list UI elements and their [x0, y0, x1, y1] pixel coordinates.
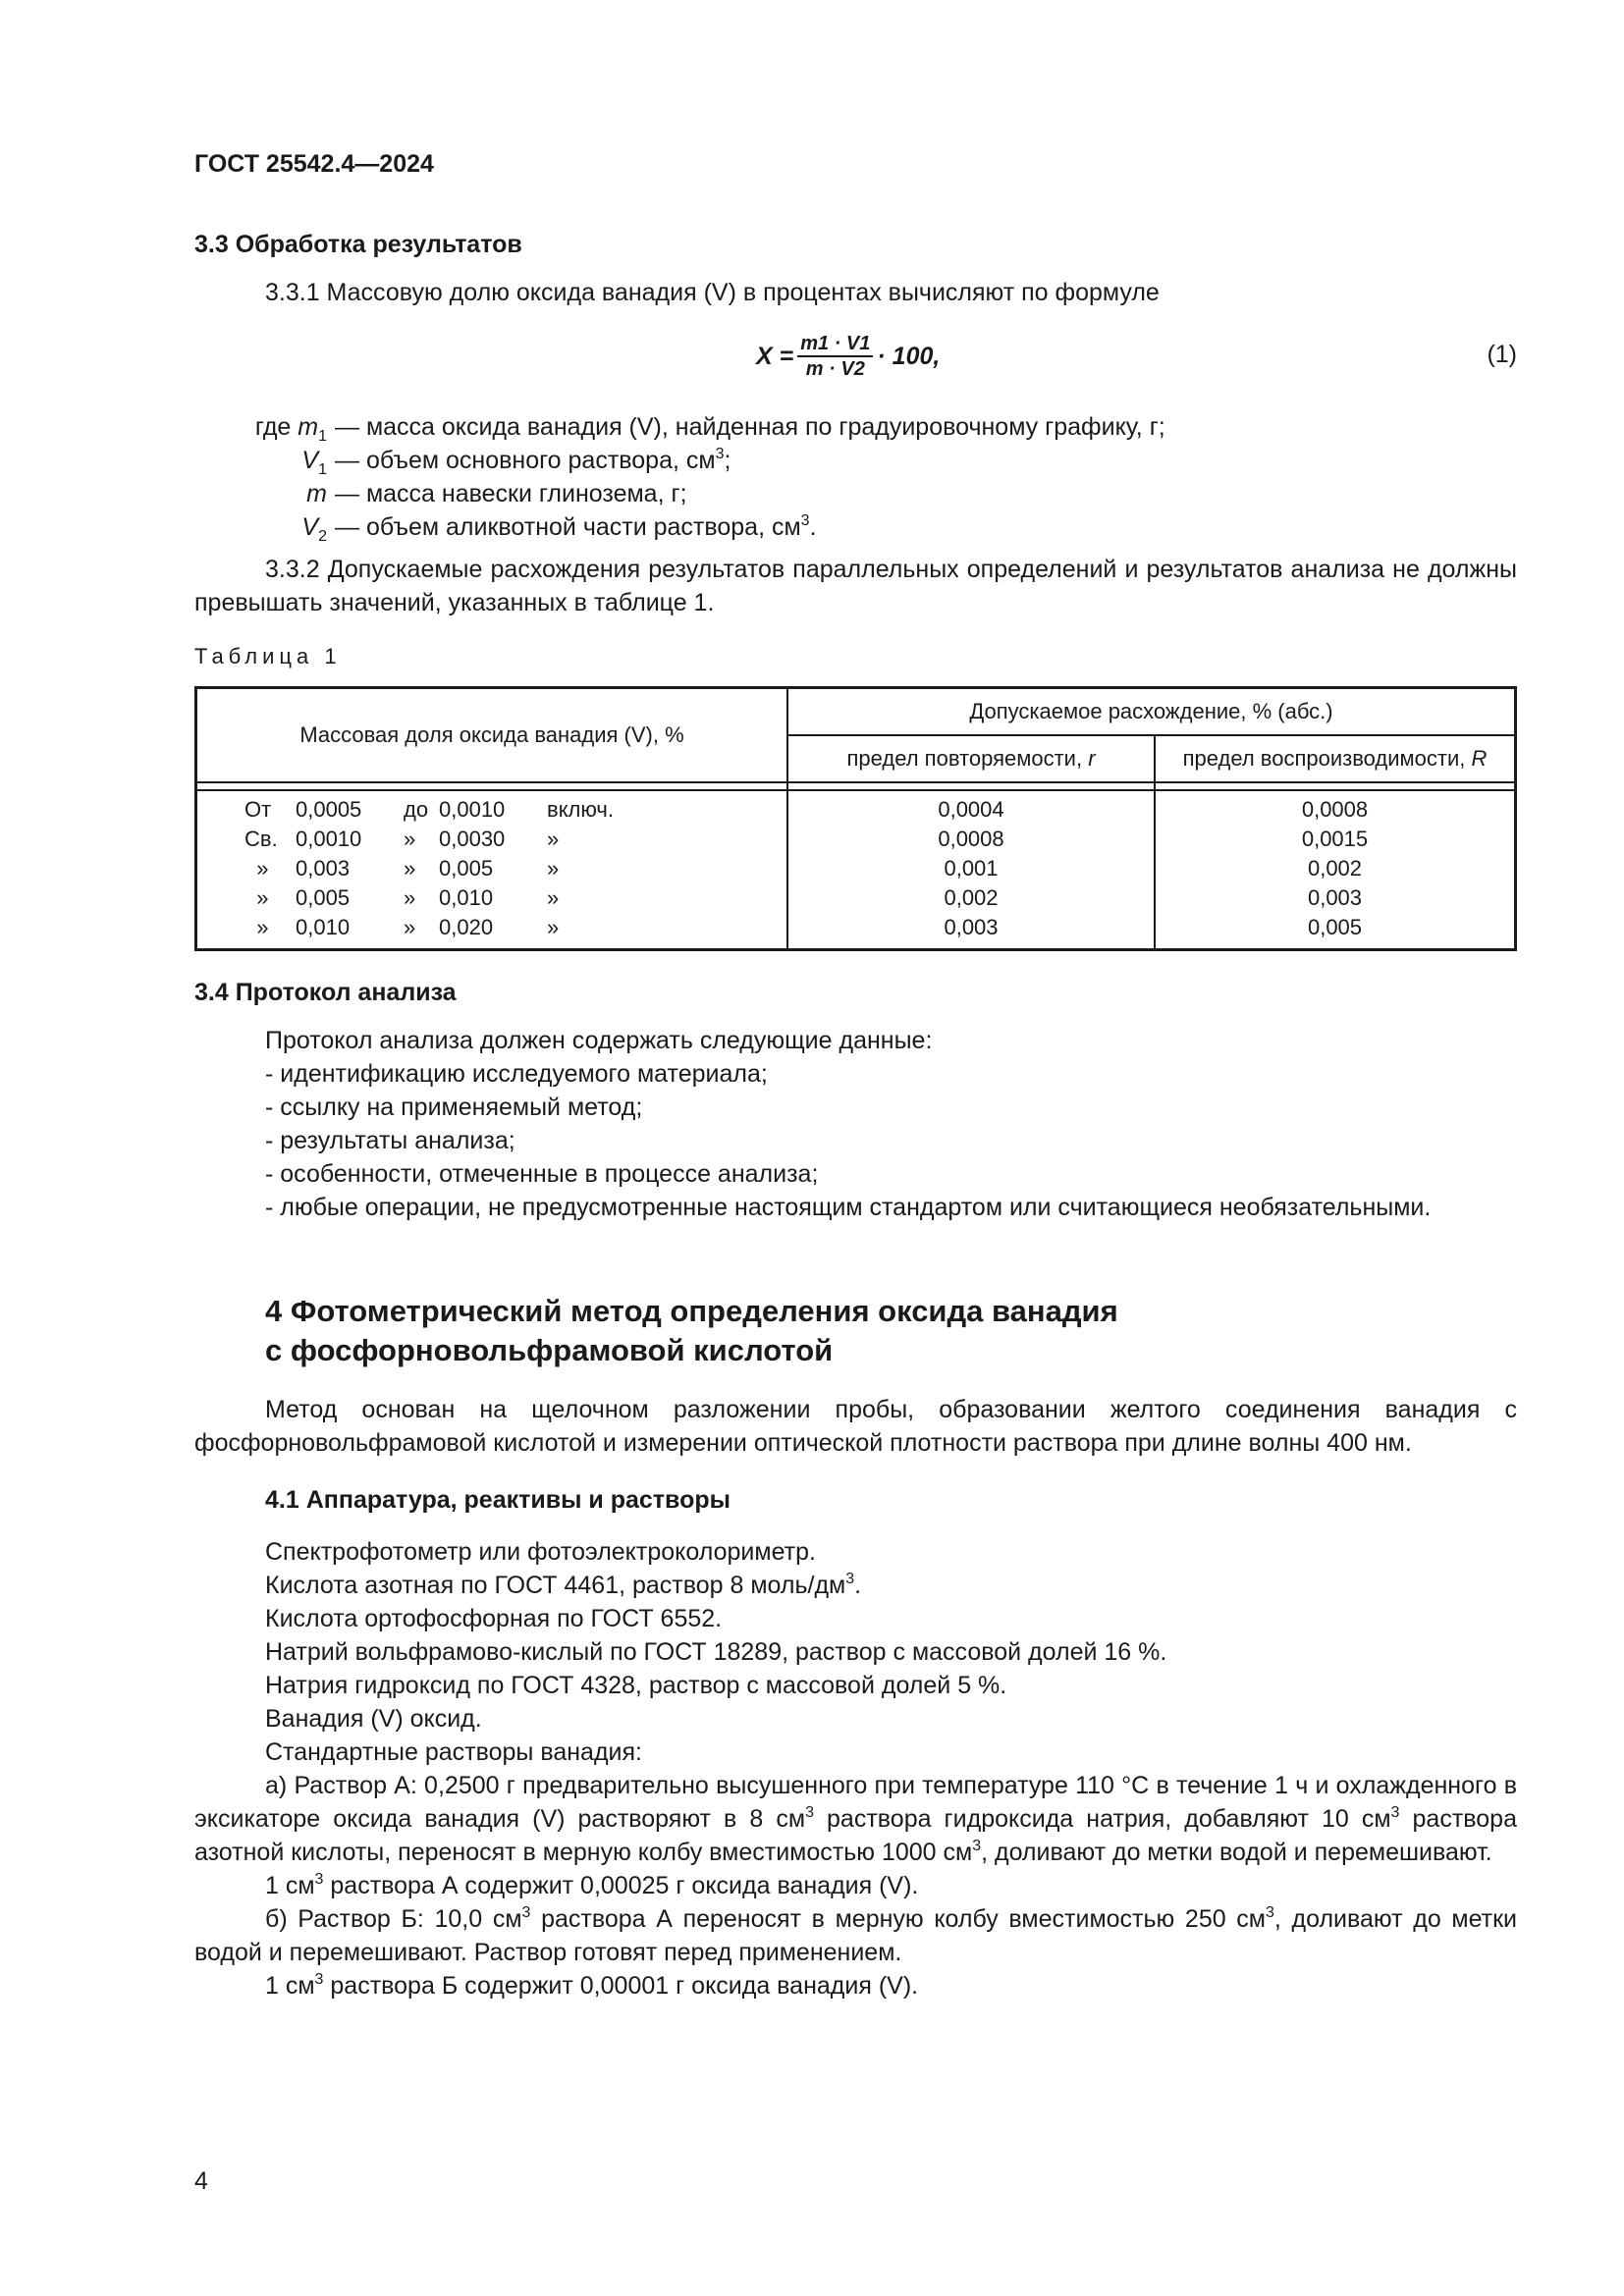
repeatability-value: 0,002 — [944, 885, 999, 910]
text-segment: раствора гидроксида натрия, добавляют 10 см — [813, 1805, 1391, 1833]
protocol-item: - особенности, отмеченные в процессе анализа; — [265, 1160, 819, 1188]
text-segment: Стандартные растворы ванадия: — [265, 1738, 642, 1766]
reagent-paragraph — [194, 1735, 1517, 1769]
table-header-mass-fraction: Массовая доля оксида ванадия (V), % — [196, 688, 788, 783]
table-column-r — [787, 790, 1155, 950]
section-4-intro: Метод основан на щелочном разложении пробы, образовании желтого соединения ванадия с фосфорновольфрамовой кислотой и измерении оптической плотности раствора при длине волны 400 нм. — [194, 1396, 1517, 1457]
formula-lhs: X = — [756, 343, 794, 370]
formula-denominator: m · V2 — [805, 358, 865, 380]
text-segment: раствора А содержит 0,00025 г оксида ванадия (V). — [323, 1872, 919, 1899]
reagent-paragraph — [194, 1635, 1517, 1669]
text-segment: Натрий вольфрамово-кислый по ГОСТ 18289, раствор с массовой долей 16 %. — [265, 1638, 1167, 1666]
range-cell — [197, 795, 786, 825]
section-3-3-heading: 3.3 Обработка результатов — [194, 231, 522, 258]
superscript: 3 — [972, 1838, 982, 1854]
reproducibility-value: 0,003 — [1307, 885, 1363, 910]
range-part: 0,0005 — [296, 797, 362, 822]
where-definition: — объем аликвотной части раствора, $см^3$. — [335, 512, 817, 541]
text-segment: б) Раствор Б: 10,0 см — [265, 1905, 522, 1933]
protocol-item: - идентификацию исследуемого материала; — [265, 1060, 768, 1088]
subscript: 1 — [318, 461, 327, 478]
subscript: 1 — [318, 428, 327, 445]
range-part: 0,005 — [296, 885, 351, 910]
text-segment: Кислота азотная по ГОСТ 4461, раствор 8 моль/дм — [265, 1572, 846, 1599]
where-list — [194, 410, 1517, 544]
text-segment: . — [854, 1572, 862, 1599]
range-part: до — [404, 797, 429, 822]
section-4-1-heading: 4.1 Аппаратура, реактивы и растворы — [265, 1486, 731, 1514]
text-segment: раствора А переносят в мерную колбу вместимостью 250 см — [530, 1905, 1266, 1933]
where-definition: — масса навески глинозема, г; — [335, 480, 687, 507]
where-definition: — объем основного раствора, $см^3$; — [335, 446, 731, 474]
protocol-intro: Протокол анализа должен содержать следующие данные: — [265, 1027, 933, 1054]
variable: m — [298, 413, 319, 441]
range-part: 0,0030 — [439, 827, 506, 851]
range-cell — [197, 825, 786, 854]
reagent-paragraph — [194, 1769, 1517, 1869]
protocol-item: - любые операции, не предусмотренные настоящим стандартом или считающиеся необязательными. — [265, 1194, 1432, 1221]
superscript: 3 — [521, 1904, 531, 1921]
where-item — [194, 410, 1517, 444]
reproducibility-value: 0,0008 — [1301, 797, 1369, 822]
reagent-paragraph — [194, 1535, 1517, 1569]
protocol-item: - результаты анализа; — [265, 1127, 515, 1154]
reproducibility-value: 0,002 — [1307, 856, 1363, 881]
range-part: » — [547, 827, 560, 851]
reagent-paragraph — [194, 1869, 1517, 1902]
text-segment: 1 см — [265, 1872, 315, 1899]
table-header-reproducibility — [1155, 735, 1516, 782]
variable: V — [301, 447, 319, 474]
range-part: 0,0010 — [439, 797, 506, 822]
text-segment: раствора Б содержит 0,00001 г оксида ванадия (V). — [323, 1972, 919, 2000]
superscript: 3 — [1266, 1904, 1274, 1921]
range-part: включ. — [547, 797, 614, 822]
range-part: » — [244, 885, 269, 910]
protocol-item: - ссылку на применяемый метод; — [265, 1094, 643, 1121]
range-part: 0,005 — [439, 856, 494, 881]
reagent-paragraph — [194, 1669, 1517, 1702]
range-part: » — [244, 856, 269, 881]
repeatability-value: 0,001 — [944, 856, 999, 881]
text-segment: а) Раствор А: 0,2500 г предварительно высушенного при температуре 110 °С в течение 1 ч и охлажденного в эксикаторе оксида ванадия (V) растворяют в 8 см — [194, 1772, 1517, 1833]
text-segment: Спектрофотометр или фотоэлектроколориметр. — [265, 1538, 816, 1566]
header-symbol: r — [1088, 746, 1096, 771]
table-header-group: Допускаемое расхождение, % (абс.) — [787, 688, 1516, 736]
range-part: » — [404, 827, 416, 851]
range-part: » — [547, 885, 560, 910]
section-3-4-heading: 3.4 Протокол анализа — [194, 979, 457, 1006]
variable: V — [301, 513, 319, 541]
superscript: 3 — [1390, 1804, 1400, 1821]
range-part: » — [547, 856, 560, 881]
section-4-heading-line2: с фосфорновольфрамовой кислотой — [265, 1333, 834, 1367]
range-part: » — [547, 915, 560, 939]
header-text: предел воспроизводимости, — [1182, 746, 1472, 771]
reagent-paragraph — [194, 1569, 1517, 1602]
formula-numerator: m1 · V1 — [797, 332, 873, 357]
where-symbol — [194, 444, 335, 477]
table-column-range — [196, 790, 788, 950]
text-segment: , доливают до метки водой и перемешивают. Раствор готовят перед применением. — [194, 1905, 1518, 1966]
section-4-heading-line1: 4 Фотометрический метод определения оксида ванадия — [265, 1294, 1118, 1328]
where-definition: — масса оксида ванадия (V), найденная по градуировочному графику, г; — [335, 413, 1165, 441]
range-cell — [197, 883, 786, 913]
where-symbol: где $m_1$ — [254, 413, 327, 445]
where-item — [194, 477, 1517, 510]
table-column-R — [1155, 790, 1516, 950]
header-text: предел повторяемости, — [846, 746, 1089, 771]
formula-tail: · 100, — [877, 343, 941, 370]
paragraph-3-3-1: 3.3.1 Массовую долю оксида ванадия (V) в процентах вычисляют по формуле — [265, 279, 1160, 306]
range-part: 0,010 — [296, 915, 351, 939]
range-part: » — [404, 885, 416, 910]
where-symbol — [194, 510, 335, 544]
document-header: ГОСТ 25542.4—2024 — [194, 150, 434, 178]
repeatability-value: 0,0004 — [938, 797, 1004, 822]
text-segment: Кислота ортофосфорная по ГОСТ 6552. — [265, 1605, 723, 1632]
where-symbol — [194, 477, 335, 510]
repeatability-value: 0,0008 — [938, 827, 1004, 851]
range-part: Св. — [244, 827, 278, 851]
table-1 — [194, 686, 1517, 951]
reagent-list — [194, 1535, 1517, 2002]
range-part: » — [404, 856, 416, 881]
range-part: 0,003 — [296, 856, 351, 881]
header-symbol: R — [1471, 746, 1488, 771]
reagent-paragraph — [194, 1602, 1517, 1635]
text-segment: раствора азотной кислоты, переносят в мерную колбу вместимостью 1000 см — [194, 1805, 1517, 1866]
reproducibility-value: 0,0015 — [1301, 827, 1369, 851]
text-segment: , доливают до метки водой и перемешивают. — [981, 1839, 1492, 1866]
superscript: 3 — [805, 1804, 814, 1821]
subscript: 2 — [318, 528, 327, 545]
where-item — [194, 510, 1517, 544]
superscript: 3 — [715, 446, 725, 462]
where-item — [194, 444, 1517, 477]
text-segment: 1 см — [265, 1972, 315, 2000]
range-part: » — [244, 915, 269, 939]
section-4-heading — [194, 1292, 1517, 1370]
table-header-repeatability — [787, 735, 1155, 782]
formula-number: (1) — [1487, 341, 1517, 368]
table-caption: Таблица 1 — [194, 644, 342, 668]
reproducibility-value: 0,005 — [1307, 915, 1363, 939]
superscript: 3 — [800, 512, 810, 529]
page-number: 4 — [194, 2167, 208, 2195]
paragraph-3-3-2: 3.3.2 Допускаемые расхождения результатов параллельных определений и результатов анализа не должны превышать значений, указанных в таблице 1. — [194, 556, 1517, 616]
formula-1 — [756, 332, 940, 381]
superscript: 3 — [314, 1971, 324, 1988]
reagent-paragraph — [194, 1902, 1517, 1969]
range-cell — [197, 913, 786, 942]
protocol-list — [194, 1057, 1517, 1224]
repeatability-value: 0,003 — [944, 915, 999, 939]
text-segment: Ванадия (V) оксид. — [265, 1705, 482, 1733]
reagent-paragraph — [194, 1702, 1517, 1735]
range-part: 0,010 — [439, 885, 494, 910]
superscript: 3 — [314, 1871, 324, 1888]
range-part: От — [244, 797, 272, 822]
text-segment: Натрия гидроксид по ГОСТ 4328, раствор с массовой долей 5 %. — [265, 1672, 1007, 1699]
formula-fraction — [797, 332, 873, 381]
superscript: 3 — [845, 1571, 855, 1587]
reagent-paragraph — [194, 1969, 1517, 2002]
variable: m — [306, 480, 327, 507]
range-part: 0,0010 — [296, 827, 362, 851]
range-cell — [197, 854, 786, 883]
range-part: » — [404, 915, 416, 939]
range-part: 0,020 — [439, 915, 494, 939]
